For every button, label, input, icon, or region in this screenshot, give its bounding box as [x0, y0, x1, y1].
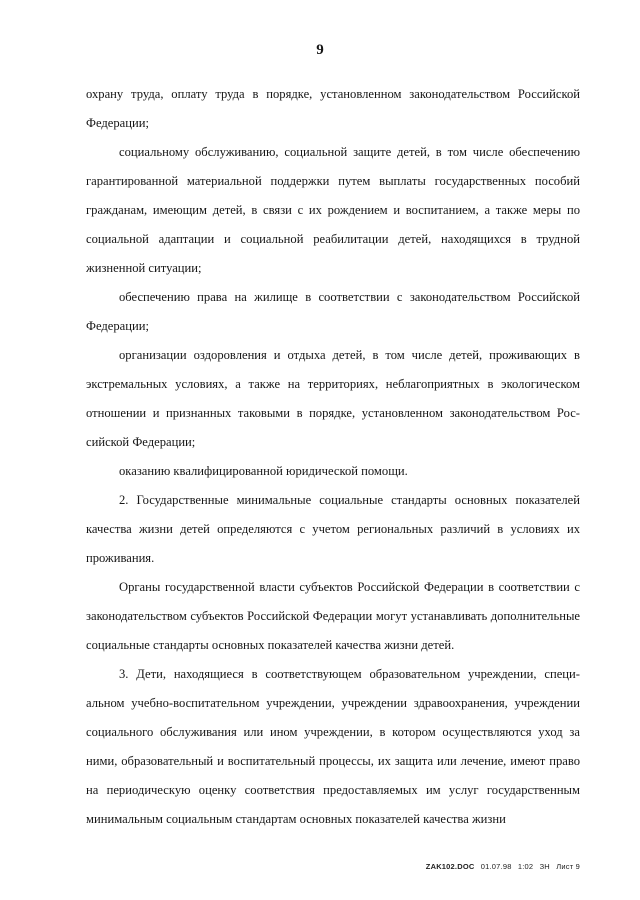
- paragraph-8: 3. Дети, находящиеся в соответствующем образовательном учреждении, специальном учебно-воспитательном учреждении, учреждении здравоохранения, учреждении социального обслуживания или ином учреждении, в котором осуществляются уход за ними, образовательный и воспитательный процессы, их защита или лечение, имеют право на периодическую оценку соответствия предоставляемых им услуг государственным минимальным социальным стандартам основных показателей качества жизни: [86, 667, 580, 826]
- footer-filename: ZAK102.DOC: [425, 862, 475, 871]
- footer-date: 01.07.98: [480, 862, 512, 871]
- paragraph-5: оказанию квалифицированной юридической помощи.: [119, 464, 408, 478]
- page-number: 9: [316, 42, 324, 58]
- paragraph-7: Органы государственной власти субъектов Российской Федерации в соответствии с законодательством субъектов Российской Федерации могут устанавливать дополнительные социальные стандарты основных показателей качества жизни детей.: [86, 580, 580, 652]
- page-footer: [426, 862, 580, 871]
- document-body: [86, 80, 580, 834]
- paragraph-6: 2. Государственные минимальные социальные стандарты основных показателей качества жизни детей определяются с учетом региональных различий в условиях их проживания.: [86, 493, 580, 565]
- paragraph-2: социальному обслуживанию, социальной защите детей, в том числе обеспечению гарантированной материальной поддержки путем выплаты государственных пособий гражданам, имеющим детей, в связи с их рождением и воспитанием, а также меры по социальной адаптации и социальной реабилитации детей, находящихся в трудной жизненной ситуации;: [86, 145, 580, 275]
- paragraph-4: организации оздоровления и отдыха детей, в том числе детей, проживающих в экстремальных условиях, а также на территориях, неблагоприятных в экологическом отношении и признанных таковыми в порядке, установленном законодательством Российской Федерации;: [86, 348, 580, 449]
- footer-initials: ЗН: [539, 862, 550, 871]
- paragraph-1: охрану труда, оплату труда в порядке, установленном законодательством Российской Федерации;: [86, 87, 580, 130]
- paragraph-3: обеспечению права на жилище в соответствии с законодательством Российской Федерации;: [86, 290, 580, 333]
- footer-sheet: Лист 9: [556, 862, 580, 871]
- footer-time: 1:02: [517, 862, 534, 871]
